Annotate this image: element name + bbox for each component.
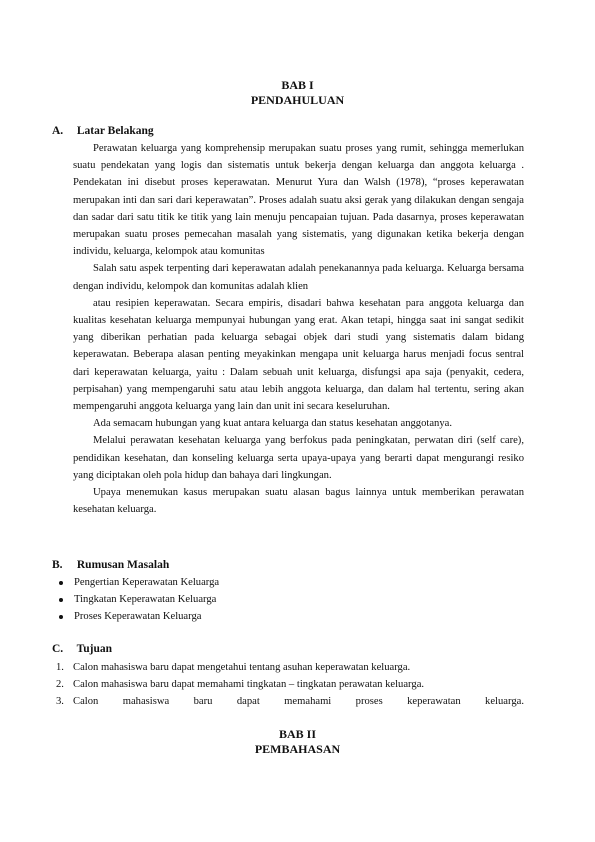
paragraph: atau resipien keperawatan. Secara empiris, disadari bahwa kesehatan para anggota keluarga dan kualitas kesehatan keluarga mempunyai hubungan yang erat. Akan tetapi, hingga saat ini sangat sedikit yang diberikan perhatian pada keluarga sebagai objek dari studi yang sistematis dalam bidang keperawatan. Beberapa alasan penting meyakinkan mengapa unit keluarga harus menjadi focus sentral dari keperawatan keluarga, yaitu : Dalam sebuah unit keluarga, disfungsi apa saja (penyakit, cedera, perpisahan) yang mempengaruhi satu atau lebih anggota keluarga, dan dalam hal tertentu, sering akan mempengaruhi anggota keluarga yang lain dan unit ini secara keseluruhan. — [73, 297, 524, 413]
paragraph: Perawatan keluarga yang komprehensip merupakan suatu proses yang rumit, sehingga memerlukan suatu pendekatan yang logis dan sistematis untuk bekerja dengan keluarga dan anggota keluarga . Pendekatan ini disebut proses keperawatan. Menurut Yura dan Walsh (1978), “proses keperawatan merupakan inti dan sari dari keperawatan”. Proses adalah suatu aksi gerak yang dilakukan dengan sengaja dan sadar dari satu titik ke titik yang lain menuju pencapaian tujuan. Pada dasarnya, proses keperawatan merupakan suatu proses pemecahan masalah yang sistematis, yang digunakan ketika bekerja dengan individu, keluarga, kelompok atau komunitas — [73, 143, 524, 258]
section-label: A. — [52, 125, 64, 137]
paragraph: Melalui perawatan kesehatan keluarga yang berfokus pada peningkatan, perwatan diri (self care), pendidikan kesehatan, dan konseling keluarga serta upaya-upaya yang berarti dapat mengurangi resiko yang diciptakan oleh pola hidup dan bahaya dari lingkungan. — [73, 435, 524, 481]
section-title: Tujuan — [76, 643, 113, 655]
section-label: B. — [52, 559, 63, 571]
chapter-title: PEMBAHASAN — [254, 742, 341, 756]
section-title: Rumusan Masalah — [76, 559, 170, 571]
paragraph: Salah satu aspek terpenting dari keperawatan adalah penekanannya pada keluarga. Keluarga bersama dengan individu, kelompok dan komunitas adalah klien — [73, 263, 524, 292]
section-heading-tujuan — [52, 642, 112, 657]
chapter-number: BAB I — [281, 78, 314, 92]
tujuan-list — [56, 659, 524, 710]
chapter-number: BAB II — [278, 727, 316, 741]
bullet-icon — [59, 598, 63, 602]
list-item: Tingkatan Keperawatan Keluarga — [58, 591, 518, 608]
section-heading-latar-belakang — [52, 124, 154, 139]
bullet-icon — [59, 581, 63, 585]
section-label: C. — [52, 643, 64, 655]
latar-belakang-body — [73, 140, 524, 518]
section-title: Latar Belakang — [76, 125, 154, 137]
rumusan-masalah-list — [58, 574, 518, 625]
bullet-icon — [59, 615, 63, 619]
list-item: Pengertian Keperawatan Keluarga — [58, 574, 518, 591]
paragraph: Upaya menemukan kasus merupakan suatu alasan bagus lainnya untuk memberikan perawatan kesehatan keluarga. — [73, 487, 524, 516]
chapter-heading-bab2 — [0, 727, 595, 757]
section-heading-rumusan-masalah — [52, 558, 169, 573]
chapter-heading-bab1 — [0, 78, 595, 108]
chapter-title: PENDAHULUAN — [250, 93, 345, 107]
paragraph: Ada semacam hubungan yang kuat antara keluarga dan status kesehatan anggotanya. — [93, 418, 452, 430]
list-item: 1. Calon mahasiswa baru dapat mengetahui tentang asuhan keperawatan keluarga. — [56, 662, 411, 673]
list-item: Proses Keperawatan Keluarga — [58, 608, 518, 625]
list-item: 3. Calon mahasiswa baru dapat memahami proses keperawatan keluarga. — [56, 696, 524, 707]
list-item: 2. Calon mahasiswa baru dapat memahami tingkatan – tingkatan perawatan keluarga. — [56, 679, 425, 690]
